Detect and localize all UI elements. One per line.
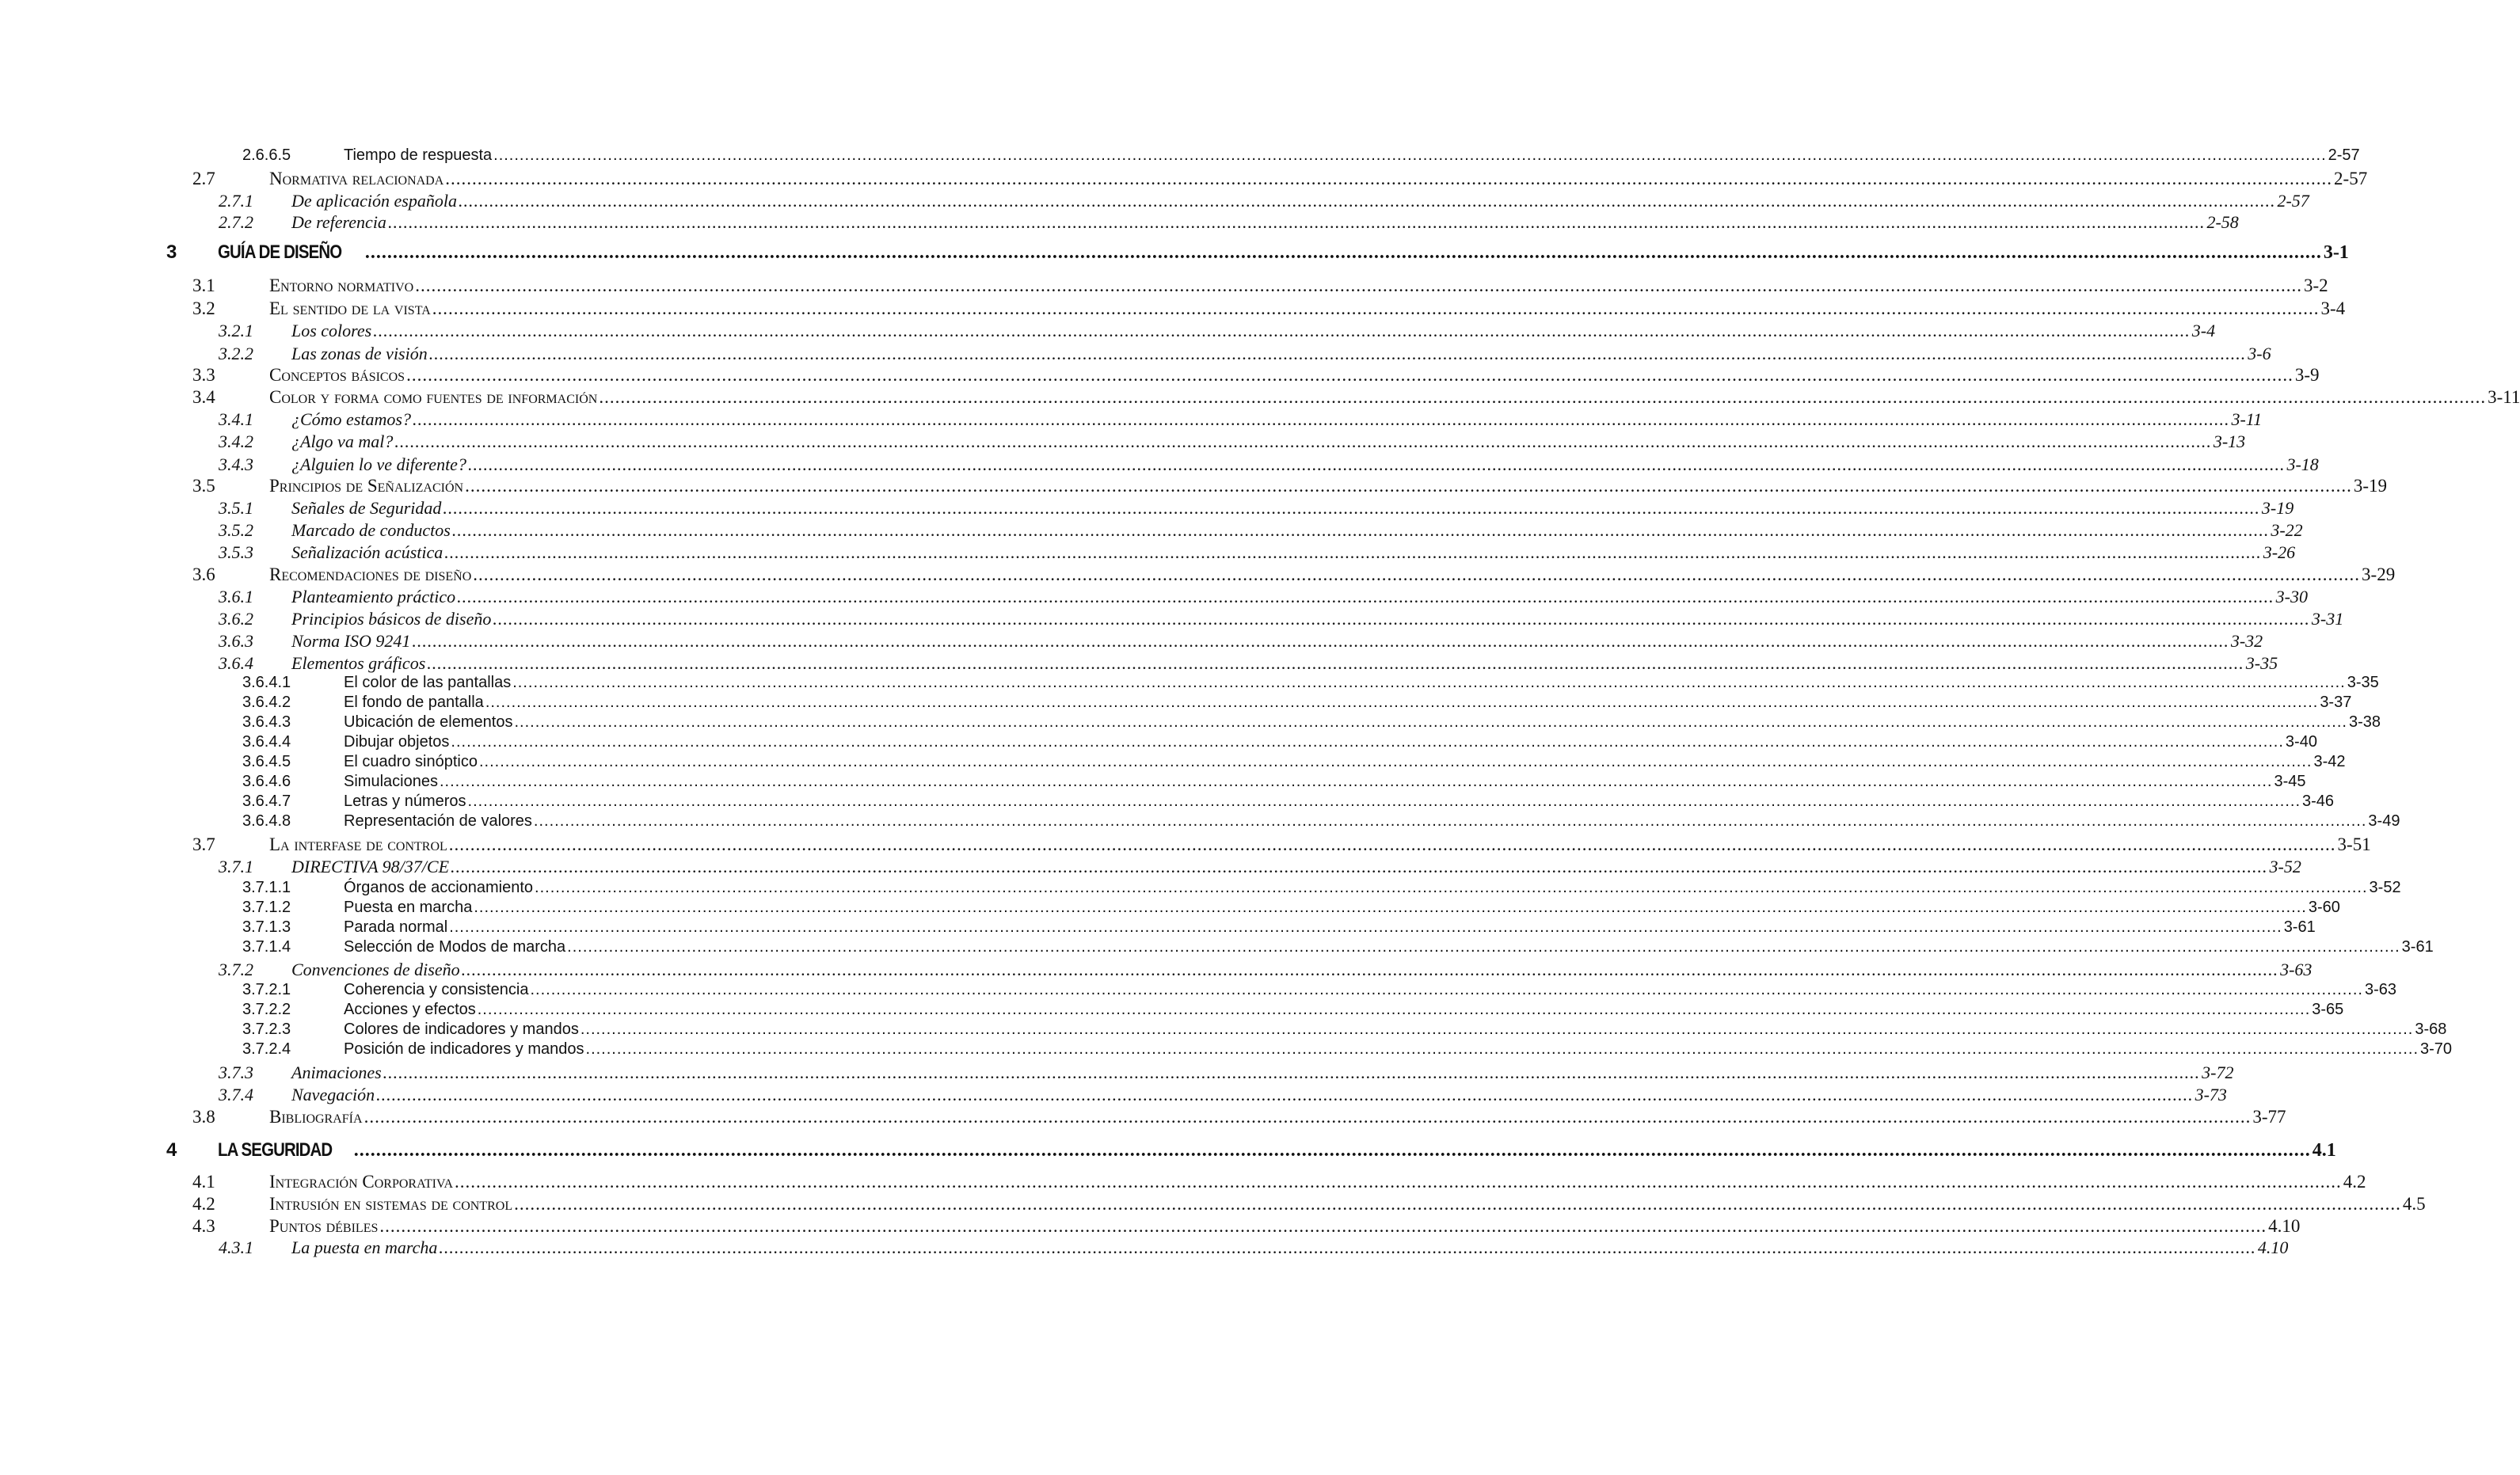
toc-entry-page: 3-18 <box>2286 454 2319 474</box>
dot-leader <box>473 565 2360 585</box>
toc-entry-title: Integración Corporativa <box>269 1172 454 1192</box>
toc-entry-number: 3.7 <box>192 834 215 854</box>
toc-entry-title: Letras y números <box>344 793 466 810</box>
dot-leader <box>493 609 2310 629</box>
toc-entry-number: 3.5.3 <box>219 542 253 562</box>
toc-entry-title: Puesta en marcha <box>344 899 473 916</box>
toc-entry-title: El fondo de pantalla <box>344 694 484 711</box>
toc-entry-number: 3.7.2.4 <box>242 1040 291 1058</box>
toc-entry-title: Conceptos básicos <box>269 365 405 385</box>
toc-entry-number: 3.6.2 <box>219 609 253 629</box>
dot-leader <box>457 587 2274 607</box>
toc-entry-number: 3.7.1.1 <box>242 879 291 896</box>
toc-entry-number: 2.6.6.5 <box>242 146 291 164</box>
toc-entry[interactable] <box>192 276 2328 296</box>
toc-entry-number: 3.5.1 <box>219 498 253 518</box>
toc-entry-page: 3-4 <box>2191 321 2216 340</box>
dot-leader <box>376 1085 2194 1105</box>
toc-entry-number: 3.6.1 <box>219 587 253 606</box>
toc-entry-page: 3-46 <box>2302 793 2335 810</box>
dot-leader <box>379 1216 2267 1237</box>
toc-entry[interactable] <box>242 1021 2447 1039</box>
dot-leader <box>534 812 2367 831</box>
toc-entry-page: 3-22 <box>2271 520 2303 540</box>
toc-entry[interactable] <box>242 733 2317 751</box>
toc-entry-number: 4 <box>166 1139 177 1161</box>
toc-entry-page: 3-61 <box>2283 918 2316 936</box>
toc-entry-number: 3 <box>166 241 177 263</box>
toc-entry[interactable] <box>219 587 2308 607</box>
toc-entry[interactable] <box>219 1237 2289 1258</box>
toc-entry[interactable] <box>219 1085 2227 1105</box>
toc-entry-title: Señales de Seguridad <box>291 498 442 518</box>
toc-entry[interactable] <box>192 834 2371 855</box>
toc-entry[interactable] <box>219 431 2246 452</box>
toc-entry-page: 3-38 <box>2348 713 2381 731</box>
toc-entry-title: Ubicación de elementos <box>344 713 513 731</box>
toc-entry-title: Dibujar objetos <box>344 733 450 751</box>
toc-entry-title: El color de las pantallas <box>344 674 512 691</box>
toc-entry-title: Color y forma como fuentes de información <box>269 387 598 407</box>
toc-entry[interactable] <box>192 1107 2286 1127</box>
toc-entry-number: 3.7.1.3 <box>242 918 291 936</box>
toc-entry[interactable] <box>192 476 2387 496</box>
toc-entry-number: 2.7 <box>192 169 215 188</box>
toc-entry[interactable] <box>219 542 2296 563</box>
dot-leader <box>599 387 2486 408</box>
toc-entry[interactable] <box>242 938 2434 956</box>
toc-entry-page: 3-42 <box>2313 753 2346 770</box>
toc-entry-page: 3-63 <box>2364 981 2396 998</box>
toc-entry[interactable] <box>242 773 2306 791</box>
toc-chapter-entry[interactable] <box>166 1139 2336 1161</box>
toc-entry[interactable] <box>242 812 2400 831</box>
toc-entry-page: 3-60 <box>2308 899 2340 916</box>
toc-entry-number: 3.6.4.6 <box>242 773 291 790</box>
toc-entry-title: Norma ISO 9241 <box>291 631 411 651</box>
toc-entry-page: 3-29 <box>2362 565 2396 584</box>
dot-leader <box>406 365 2294 386</box>
toc-entry-page: 2-58 <box>2206 212 2239 232</box>
toc-entry-page: 4.10 <box>2268 1216 2301 1236</box>
toc-entry-title: Señalización acústica <box>291 542 443 562</box>
toc-entry-page: 3-65 <box>2312 1001 2344 1018</box>
dot-leader <box>459 191 2276 211</box>
toc-entry[interactable] <box>192 1172 2366 1192</box>
toc-entry-number: 3.5.2 <box>219 520 253 540</box>
toc-entry-title: Intrusión en sistemas de control <box>269 1194 513 1214</box>
toc-entry-title: Órganos de accionamiento <box>344 879 534 896</box>
toc-entry-page: 3-35 <box>2245 653 2278 673</box>
dot-leader <box>581 1021 2414 1039</box>
toc-entry[interactable] <box>219 1063 2234 1083</box>
toc-entry-title: Acciones y efectos <box>344 1001 476 1018</box>
toc-entry-page: 3-35 <box>2347 674 2379 691</box>
toc-entry-number: 3.6.4 <box>219 653 253 673</box>
toc-entry[interactable] <box>192 298 2346 319</box>
toc-entry[interactable] <box>219 212 2239 233</box>
dot-leader <box>449 834 2336 855</box>
toc-entry-title: Normativa relacionada <box>269 169 444 188</box>
toc-entry-number: 3.3 <box>192 365 215 385</box>
toc-entry-title: El cuadro sinóptico <box>344 753 478 770</box>
dot-leader <box>443 498 2260 519</box>
toc-entry-number: 3.7.2.1 <box>242 981 291 998</box>
toc-entry-page: 3-72 <box>2202 1063 2234 1082</box>
toc-entry-page: 3-77 <box>2252 1107 2286 1127</box>
toc-entry-number: 3.4.1 <box>219 409 253 429</box>
dot-leader <box>365 242 2322 264</box>
toc-entry[interactable] <box>242 879 2401 897</box>
toc-entry-page: 3-19 <box>2353 476 2387 496</box>
toc-entry[interactable] <box>219 857 2301 877</box>
toc-chapter-entry[interactable] <box>166 241 2349 264</box>
toc-entry-page: 2-57 <box>2334 169 2368 188</box>
toc-entry-title: Puntos débiles <box>269 1216 379 1236</box>
toc-entry-page: 3-37 <box>2320 694 2352 711</box>
toc-entry[interactable] <box>219 631 2263 652</box>
dot-leader <box>479 753 2313 771</box>
toc-entry-page: 3-52 <box>2369 879 2401 896</box>
toc-entry-title: Marcado de conductos <box>291 520 451 540</box>
toc-entry[interactable] <box>219 609 2344 629</box>
toc-entry-title: Elementos gráficos <box>291 653 426 673</box>
dot-leader <box>449 918 2282 937</box>
toc-entry-number: 4.3 <box>192 1216 215 1236</box>
toc-entry-title: Recomendaciones de diseño <box>269 565 472 584</box>
toc-entry-number: 2.7.1 <box>219 191 253 211</box>
toc-entry-page: 3-11 <box>2231 409 2263 429</box>
toc-entry-number: 3.7.2 <box>219 960 253 979</box>
toc-entry[interactable] <box>192 169 2368 189</box>
toc-entry-page: 3-49 <box>2368 812 2400 830</box>
toc-entry-number: 3.1 <box>192 276 215 295</box>
toc-entry-title: Posición de indicadores y mandos <box>344 1040 584 1058</box>
dot-leader <box>567 938 2400 956</box>
toc-entry-page: 3-4 <box>2320 298 2346 318</box>
toc-entry-title: El sentido de la vista <box>269 298 431 318</box>
toc-entry-page: 2-57 <box>2328 146 2360 164</box>
toc-entry-title: Bibliografía <box>269 1107 363 1127</box>
toc-entry-title: LA SEGURIDAD <box>218 1139 333 1161</box>
toc-entry-number: 4.1 <box>192 1172 215 1192</box>
toc-entry-number: 3.6.4.4 <box>242 733 291 751</box>
dot-leader <box>412 631 2229 652</box>
toc-entry-page: 3-13 <box>2213 431 2246 451</box>
toc-entry-number: 3.2.2 <box>219 344 253 363</box>
toc-entry-page: 4.2 <box>2343 1172 2366 1192</box>
toc-entry-title: Principios básicos de diseño <box>291 609 492 629</box>
dot-leader <box>427 653 2244 674</box>
toc-entry-page: 3-63 <box>2280 960 2313 979</box>
toc-entry-page: 3-73 <box>2195 1085 2227 1104</box>
toc-entry-number: 3.4 <box>192 387 215 407</box>
toc-entry-number: 3.7.3 <box>219 1063 253 1082</box>
toc-entry-page: 3-9 <box>2294 365 2320 385</box>
toc-entry-page: 3-68 <box>2415 1021 2447 1038</box>
toc-entry[interactable] <box>242 146 2360 165</box>
dot-leader <box>586 1040 2419 1059</box>
toc-entry[interactable] <box>219 191 2309 211</box>
dot-leader <box>455 1172 2342 1192</box>
dot-leader <box>432 298 2320 319</box>
dot-leader <box>373 321 2191 341</box>
toc-entry-page: 3-30 <box>2275 587 2308 606</box>
toc-entry-number: 3.2.1 <box>219 321 253 340</box>
dot-leader <box>354 1140 2311 1161</box>
toc-entry[interactable] <box>192 1194 2426 1215</box>
dot-leader <box>383 1063 2201 1083</box>
toc-entry[interactable] <box>219 520 2303 541</box>
dot-leader <box>468 793 2301 811</box>
toc-entry-number: 3.7.1.4 <box>242 938 291 956</box>
toc-entry-page: 3-19 <box>2261 498 2294 518</box>
dot-leader <box>493 146 2327 165</box>
toc-entry-title: De referencia <box>291 212 386 232</box>
toc-entry-number: 3.7.2.2 <box>242 1001 291 1018</box>
toc-entry-number: 3.5 <box>192 476 215 496</box>
dot-leader <box>388 212 2206 233</box>
toc-entry[interactable] <box>192 1216 2301 1237</box>
toc-entry-title: Colores de indicadores y mandos <box>344 1021 579 1038</box>
toc-entry-title: Coherencia y consistencia <box>344 981 529 998</box>
toc-entry-page: 4.10 <box>2257 1237 2289 1257</box>
toc-entry[interactable] <box>242 713 2381 732</box>
dot-leader <box>394 431 2212 452</box>
toc-entry[interactable] <box>242 1040 2453 1059</box>
toc-entry-page: 3-51 <box>2337 834 2371 854</box>
toc-entry-title: ¿Algo va mal? <box>291 431 394 451</box>
toc-entry[interactable] <box>242 1001 2344 1019</box>
dot-leader <box>440 773 2273 791</box>
toc-entry-number: 3.2 <box>192 298 215 318</box>
dot-leader <box>514 713 2347 732</box>
toc-entry-number: 3.4.2 <box>219 431 253 451</box>
toc-entry-number: 3.8 <box>192 1107 215 1127</box>
toc-entry-page: 3-31 <box>2311 609 2344 629</box>
toc-entry[interactable] <box>219 498 2294 519</box>
toc-entry-number: 3.6.4.5 <box>242 753 291 770</box>
dot-leader <box>462 960 2279 980</box>
toc-entry-title: Animaciones <box>291 1063 382 1082</box>
toc-entry-number: 3.6.4.2 <box>242 694 291 711</box>
toc-entry-number: 2.7.2 <box>219 212 253 232</box>
dot-leader <box>512 674 2346 692</box>
toc-entry-page: 2-57 <box>2277 191 2309 211</box>
toc-entry-title: Entorno normativo <box>269 276 414 295</box>
toc-entry[interactable] <box>192 387 2520 408</box>
toc-entry-number: 4.3.1 <box>219 1237 253 1257</box>
toc-entry-title: La puesta en marcha <box>291 1237 438 1257</box>
toc-entry-number: 3.6.4.3 <box>242 713 291 731</box>
dot-leader <box>451 857 2268 877</box>
toc-entry[interactable] <box>219 409 2263 430</box>
toc-entry-title: Principios de Señalización <box>269 476 464 496</box>
toc-entry[interactable] <box>242 981 2396 999</box>
dot-leader <box>465 476 2352 496</box>
dot-leader <box>413 409 2230 430</box>
toc-entry-title: Navegación <box>291 1085 375 1104</box>
dot-leader <box>415 276 2302 296</box>
dot-leader <box>451 733 2284 751</box>
toc-entry-number: 4.2 <box>192 1194 215 1214</box>
toc-entry-number: 3.7.1 <box>219 857 253 876</box>
toc-entry-number: 3.6.4.1 <box>242 674 291 691</box>
toc-entry-page: 3-40 <box>2285 733 2317 751</box>
toc-entry-title: GUÍA DE DISEÑO <box>218 241 342 263</box>
toc-entry-page: 3-32 <box>2230 631 2263 651</box>
toc-entry-page: 3-45 <box>2274 773 2306 790</box>
toc-entry-title: Selección de Modos de marcha <box>344 938 566 956</box>
toc-entry-title: Parada normal <box>344 918 448 936</box>
toc-entry[interactable] <box>219 321 2216 341</box>
toc-entry-number: 3.6.4.8 <box>242 812 291 830</box>
dot-leader <box>439 1237 2256 1258</box>
toc-entry[interactable] <box>242 753 2346 771</box>
toc-entry[interactable] <box>242 899 2340 917</box>
toc-entry[interactable] <box>219 344 2271 364</box>
toc-entry[interactable] <box>219 960 2313 980</box>
toc-entry-page: 4.5 <box>2402 1194 2426 1214</box>
toc-entry[interactable] <box>219 653 2278 674</box>
dot-leader <box>468 454 2286 475</box>
toc-entry-title: Los colores <box>291 321 372 340</box>
toc-entry-page: 3-70 <box>2420 1040 2453 1058</box>
toc-entry-title: Convenciones de diseño <box>291 960 460 979</box>
toc-entry[interactable] <box>242 694 2352 712</box>
toc-entry-page: 3-1 <box>2323 242 2349 263</box>
toc-entry-title: Las zonas de visión <box>291 344 428 363</box>
toc-entry-number: 3.7.4 <box>219 1085 253 1104</box>
toc-entry[interactable] <box>192 365 2320 386</box>
toc-entry-number: 3.6.3 <box>219 631 253 651</box>
toc-entry-page: 3-6 <box>2248 344 2271 363</box>
dot-leader <box>478 1001 2311 1019</box>
toc-entry-title: ¿Cómo estamos? <box>291 409 411 429</box>
toc-entry-title: Tiempo de respuesta <box>344 146 493 164</box>
toc-entry-title: ¿Alguien lo ve diferente? <box>291 454 466 474</box>
toc-entry-page: 3-11 <box>2488 387 2520 407</box>
toc-entry[interactable] <box>242 793 2335 811</box>
toc-entry[interactable] <box>219 454 2319 475</box>
toc-entry-title: DIRECTIVA 98/37/CE <box>291 857 450 876</box>
dot-leader <box>530 981 2363 999</box>
toc-entry-page: 3-2 <box>2303 276 2328 295</box>
dot-leader <box>364 1107 2252 1127</box>
toc-entry-title: Planteamiento práctico <box>291 587 456 606</box>
dot-leader <box>429 344 2247 364</box>
toc-entry-page: 3-61 <box>2401 938 2434 956</box>
toc-entry-page: 3-26 <box>2263 542 2296 562</box>
toc-entry-number: 3.7.2.3 <box>242 1021 291 1038</box>
toc-entry-number: 3.7.1.2 <box>242 899 291 916</box>
toc-entry-number: 3.6 <box>192 565 215 584</box>
toc-entry[interactable] <box>242 918 2316 937</box>
toc-entry-title: Simulaciones <box>344 773 438 790</box>
toc-entry-number: 3.6.4.7 <box>242 793 291 810</box>
dot-leader <box>514 1194 2401 1215</box>
dot-leader <box>474 899 2307 917</box>
dot-leader <box>445 169 2332 189</box>
toc-entry-title: La interfase de control <box>269 834 447 854</box>
dot-leader <box>444 542 2262 563</box>
dot-leader <box>452 520 2270 541</box>
toc-entry-number: 3.4.3 <box>219 454 253 474</box>
toc-entry-page: 4.1 <box>2312 1140 2336 1161</box>
dot-leader <box>535 879 2368 897</box>
toc-entry[interactable] <box>242 674 2379 692</box>
toc-entry[interactable] <box>192 565 2396 585</box>
dot-leader <box>485 694 2319 712</box>
toc-entry-title: De aplicación española <box>291 191 457 211</box>
toc-entry-page: 3-52 <box>2269 857 2301 876</box>
toc-entry-title: Representación de valores <box>344 812 532 830</box>
